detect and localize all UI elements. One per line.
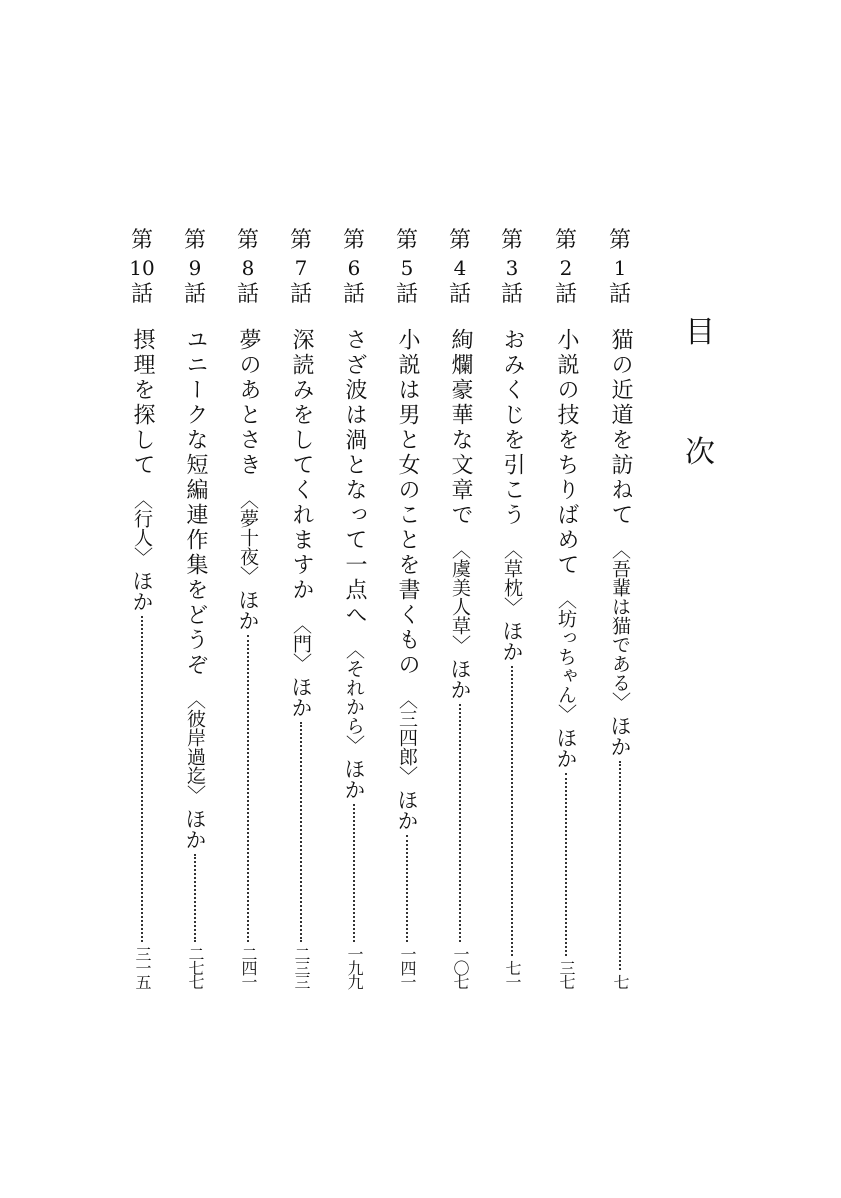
entry-body	[387, 328, 427, 988]
entry-title: 夢のあとさき	[236, 328, 261, 478]
entry-work: 〈それから〉	[343, 640, 365, 754]
entry-work: 〈門〉	[290, 615, 312, 672]
entry-page-number: 七	[611, 974, 630, 988]
entry-title: 深読みをしてくれますか	[289, 328, 314, 603]
episode-suffix: 話	[130, 282, 153, 307]
entry-hoka: ほか	[448, 658, 472, 700]
episode-prefix: 第	[130, 228, 153, 253]
episode-number	[387, 228, 427, 308]
entry-page-number: 一九九	[345, 946, 364, 988]
episode-digit: 4	[453, 256, 467, 280]
entry-body	[122, 328, 162, 988]
toc-title-char-2: 次	[685, 435, 715, 470]
dot-leader	[459, 704, 461, 942]
episode-prefix: 第	[236, 228, 259, 253]
episode-prefix: 第	[500, 228, 523, 253]
entry-work: 〈草枕〉	[501, 540, 523, 616]
dot-leader	[353, 804, 355, 942]
episode-number	[546, 228, 586, 308]
episode-suffix: 話	[395, 282, 418, 307]
entry-body	[334, 328, 374, 988]
episode-number	[334, 228, 374, 308]
episode-digit: 5	[400, 256, 414, 280]
toc-entry[interactable]	[281, 228, 321, 988]
episode-suffix: 話	[289, 282, 312, 307]
toc-entry[interactable]	[122, 228, 162, 988]
entry-body	[281, 328, 321, 988]
entry-work: 〈三四郎〉	[396, 690, 418, 785]
entry-page-number: 一〇七	[451, 946, 470, 988]
episode-digit: 10	[129, 256, 155, 280]
entry-hoka: ほか	[289, 676, 313, 718]
episode-digit: 1	[613, 256, 627, 280]
dot-leader	[300, 722, 302, 942]
episode-suffix: 話	[236, 282, 259, 307]
episode-suffix: 話	[342, 282, 365, 307]
dot-leader	[141, 616, 143, 942]
entry-title: おみくじを引こう	[500, 328, 525, 528]
entry-work: 〈坊っちゃん〉	[555, 590, 577, 723]
episode-suffix: 話	[448, 282, 471, 307]
entry-body	[600, 328, 640, 988]
entry-title: さざ波は渦となって一点へ	[342, 328, 367, 628]
entry-page-number: 二七七	[186, 946, 205, 988]
episode-prefix: 第	[608, 228, 631, 253]
entry-hoka: ほか	[395, 789, 419, 831]
entry-page-number: 三一五	[133, 946, 152, 988]
entry-body	[492, 328, 532, 988]
episode-number	[228, 228, 268, 308]
toc-entry[interactable]	[387, 228, 427, 988]
entry-hoka: ほか	[500, 620, 524, 662]
episode-prefix: 第	[395, 228, 418, 253]
entry-title: 小説の技をちりばめて	[554, 328, 579, 578]
toc-entry[interactable]	[334, 228, 374, 988]
episode-prefix: 第	[342, 228, 365, 253]
entry-title: 摂理を探して	[130, 328, 155, 478]
toc-entry[interactable]	[492, 228, 532, 988]
episode-number	[281, 228, 321, 308]
entry-hoka: ほか	[608, 715, 632, 757]
episode-digit: 3	[505, 256, 519, 280]
entry-hoka: ほか	[130, 570, 154, 612]
toc-entry[interactable]	[440, 228, 480, 988]
entry-hoka: ほか	[342, 758, 366, 800]
entry-body	[175, 328, 215, 988]
entry-page-number: 一四一	[398, 946, 417, 988]
entry-work: 〈行人〉	[131, 490, 153, 566]
dot-leader	[247, 635, 249, 942]
episode-digit: 6	[347, 256, 361, 280]
entry-title: 猫の近道を訪ねて	[608, 328, 633, 528]
episode-prefix: 第	[183, 228, 206, 253]
episode-suffix: 話	[554, 282, 577, 307]
entry-work: 〈夢十夜〉	[237, 490, 259, 585]
entry-page-number: 三七	[557, 960, 576, 988]
entry-body	[440, 328, 480, 988]
entry-hoka: ほか	[236, 589, 260, 631]
episode-number	[492, 228, 532, 308]
entry-work: 〈虞美人草〉	[449, 540, 471, 654]
episode-number	[600, 228, 640, 308]
entry-title: 小説は男と女のことを書くもの	[395, 328, 420, 678]
entry-work: 〈彼岸過迄〉	[184, 690, 206, 804]
entry-hoka: ほか	[183, 808, 207, 850]
entry-page-number: 二三三	[292, 946, 311, 988]
episode-digit: 2	[559, 256, 573, 280]
toc-title-char-1: 目	[685, 315, 715, 350]
episode-prefix: 第	[448, 228, 471, 253]
episode-number	[122, 228, 162, 308]
dot-leader	[565, 773, 567, 956]
episode-digit: 8	[241, 256, 255, 280]
entry-page-number: 二四一	[239, 946, 258, 988]
dot-leader	[511, 666, 513, 956]
entry-work: 〈吾輩は猫である〉	[609, 540, 631, 711]
toc-entry[interactable]	[175, 228, 215, 988]
episode-suffix: 話	[183, 282, 206, 307]
entry-body	[546, 328, 586, 988]
dot-leader	[619, 761, 621, 970]
entry-title: 絢爛豪華な文章で	[448, 328, 473, 528]
episode-suffix: 話	[608, 282, 631, 307]
dot-leader	[406, 835, 408, 942]
episode-number	[440, 228, 480, 308]
toc-entry[interactable]	[546, 228, 586, 988]
toc-entry[interactable]	[600, 228, 640, 988]
episode-digit: 9	[188, 256, 202, 280]
episode-prefix: 第	[289, 228, 312, 253]
entry-title: ユニークな短編連作集をどうぞ	[183, 328, 208, 678]
entry-body	[228, 328, 268, 988]
entry-page-number: 七一	[503, 960, 522, 988]
toc-entry[interactable]	[228, 228, 268, 988]
episode-digit: 7	[294, 256, 308, 280]
episode-suffix: 話	[500, 282, 523, 307]
dot-leader	[194, 854, 196, 942]
episode-prefix: 第	[554, 228, 577, 253]
episode-number	[175, 228, 215, 308]
entry-hoka: ほか	[554, 727, 578, 769]
